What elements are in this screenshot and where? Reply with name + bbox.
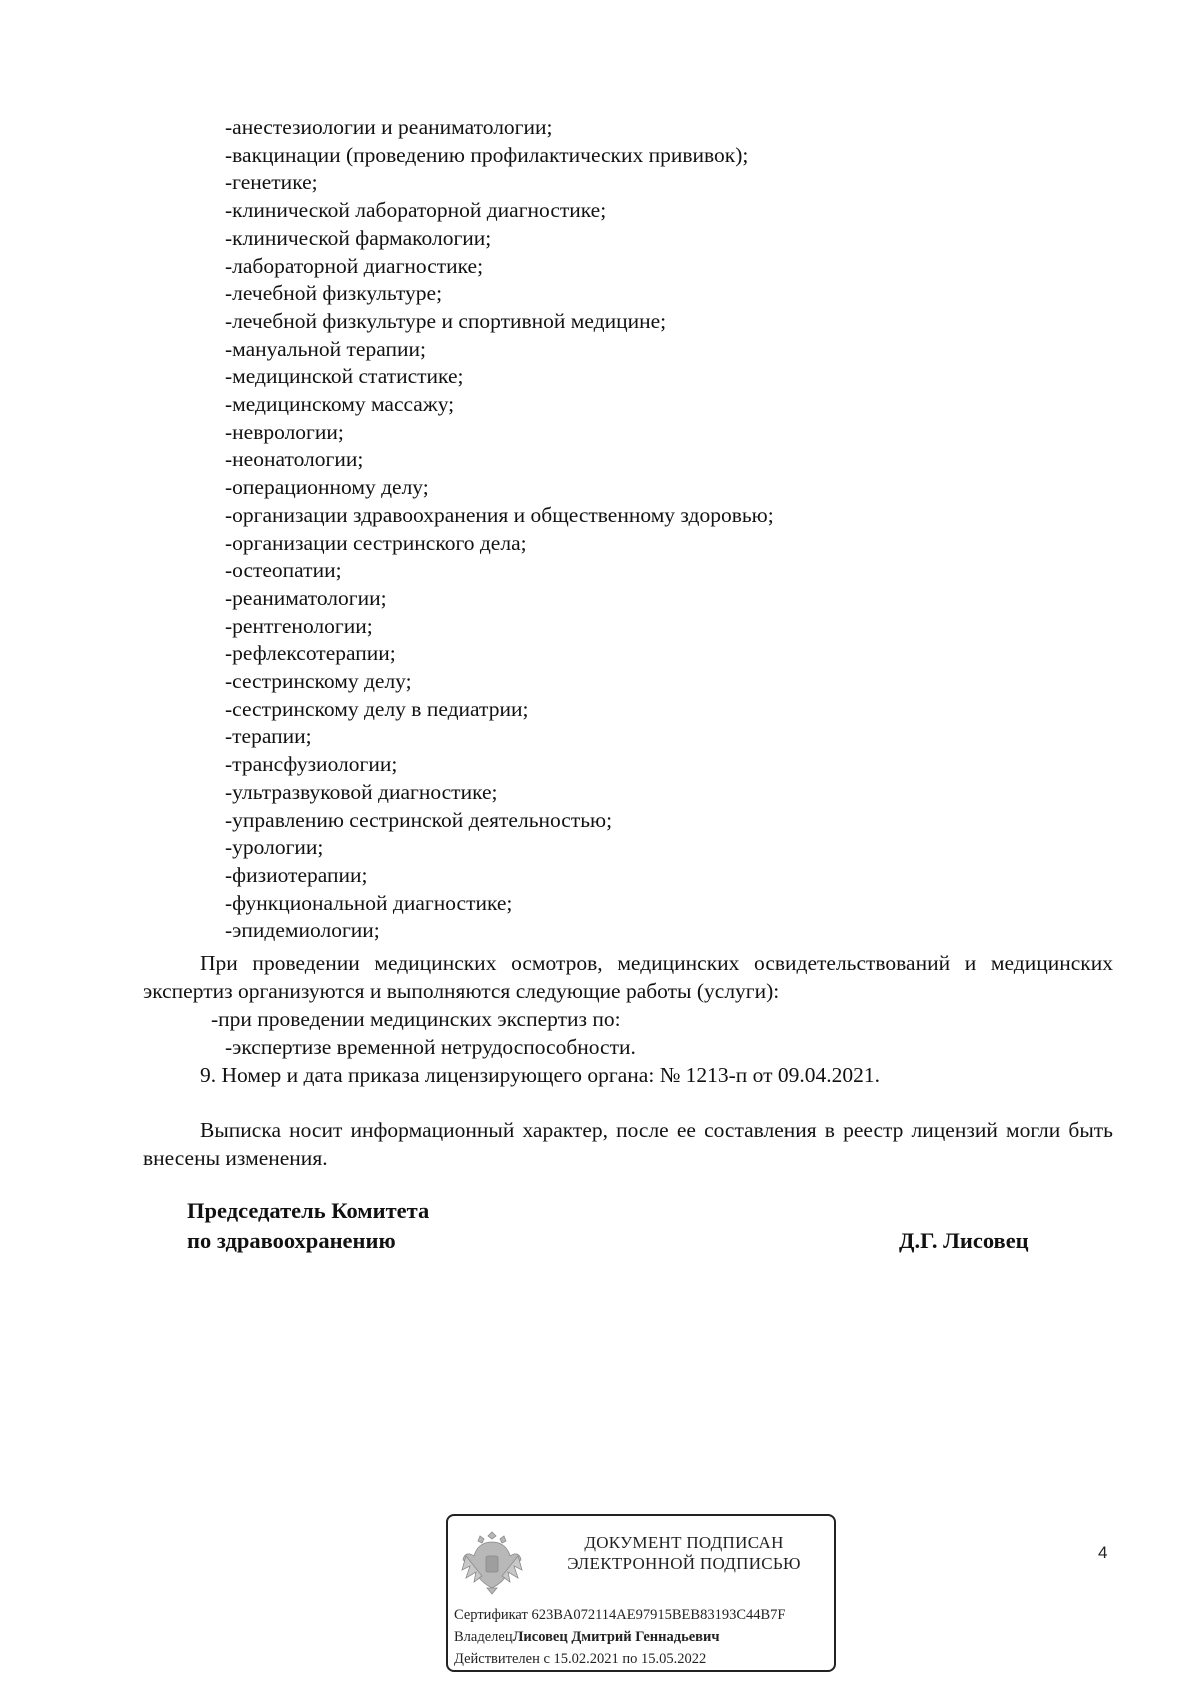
list-item: -трансфузиологии;: [225, 752, 398, 777]
stamp-heading: [544, 1532, 824, 1574]
signatory-title-line2: по здравоохранению: [187, 1228, 396, 1253]
signatory-title-line1: Председатель Комитета: [187, 1198, 430, 1223]
list-item: -организации сестринского дела;: [225, 530, 527, 555]
list-item: -лабораторной диагностике;: [225, 253, 484, 278]
stamp-certificate: [454, 1604, 786, 1626]
list-item: -неонатологии;: [225, 447, 364, 472]
list-item: -клинической фармакологии;: [225, 225, 492, 250]
list-item: -лечебной физкультуре;: [225, 281, 443, 306]
list-item: -операционному делу;: [225, 475, 429, 500]
list-item: -урологии;: [225, 835, 324, 860]
services-list: [225, 114, 774, 945]
list-item: -неврологии;: [225, 419, 344, 444]
disclaimer-paragraph: Выписка носит информационный характер, после ее составления в реестр лицензий могли быть внесены изменения.: [143, 1118, 1113, 1170]
list-item: -медицинской статистике;: [225, 364, 464, 389]
list-item: -реаниматологии;: [225, 585, 387, 610]
list-item: -физиотерапии;: [225, 862, 368, 887]
list-item: -рентгенологии;: [225, 613, 373, 638]
list-item: -сестринскому делу;: [225, 669, 412, 694]
list-item: -анестезиологии и реаниматологии;: [225, 115, 553, 139]
stamp-heading-line1: ДОКУМЕНТ ПОДПИСАН: [584, 1533, 784, 1552]
electronic-signature-stamp: [446, 1514, 836, 1672]
expertise-intro: -при проведении медицинских экспертиз по:: [211, 1007, 621, 1031]
exams-paragraph: При проведении медицинских осмотров, медицинских освидетельствований и медицинских экспертиз организуются и выполняются следующие работы (услуги):: [143, 951, 1113, 1003]
double-headed-eagle-emblem-icon: [460, 1526, 524, 1596]
list-item: -сестринскому делу в педиатрии;: [225, 696, 529, 721]
list-item: -остеопатии;: [225, 558, 342, 583]
stamp-heading-line2: ЭЛЕКТРОННОЙ ПОДПИСЬЮ: [567, 1554, 801, 1573]
list-item: -рефлексотерапии;: [225, 641, 396, 666]
list-item: -эпидемиологии;: [225, 918, 380, 943]
owner-value: Лисовец Дмитрий Геннадьевич: [512, 1629, 720, 1645]
list-item: -мануальной терапии;: [225, 336, 426, 361]
list-item: -вакцинации (проведению профилактических прививок);: [225, 142, 749, 167]
stamp-validity: Действителен с 15.02.2021 по 15.05.2022: [454, 1651, 707, 1667]
signatory-title: [187, 1196, 429, 1256]
list-item: -клинической лабораторной диагностике;: [225, 198, 607, 223]
stamp-owner: [454, 1626, 720, 1648]
list-item: -лечебной физкультуре и спортивной медицине;: [225, 308, 667, 333]
list-item: -ультразвуковой диагностике;: [225, 779, 498, 804]
list-item: -генетике;: [225, 170, 318, 195]
list-item: -управлению сестринской деятельностью;: [225, 807, 613, 832]
certificate-value: 623BA072114AE97915BEB83193C44B7F: [531, 1607, 786, 1623]
certificate-label: Сертификат: [454, 1607, 528, 1623]
list-item: -функциональной диагностике;: [225, 890, 513, 915]
list-item: -организации здравоохранения и общественному здоровью;: [225, 502, 774, 527]
list-item: -медицинскому массажу;: [225, 392, 455, 417]
page-number: 4: [1098, 1543, 1108, 1562]
order-line: 9. Номер и дата приказа лицензирующего органа: № 1213-п от 09.04.2021.: [200, 1063, 880, 1087]
expertise-item: -экспертизе временной нетрудоспособности.: [225, 1035, 636, 1059]
signatory-name: Д.Г. Лисовец: [899, 1228, 1029, 1253]
list-item: -терапии;: [225, 724, 312, 749]
owner-label: Владелец: [454, 1629, 513, 1645]
